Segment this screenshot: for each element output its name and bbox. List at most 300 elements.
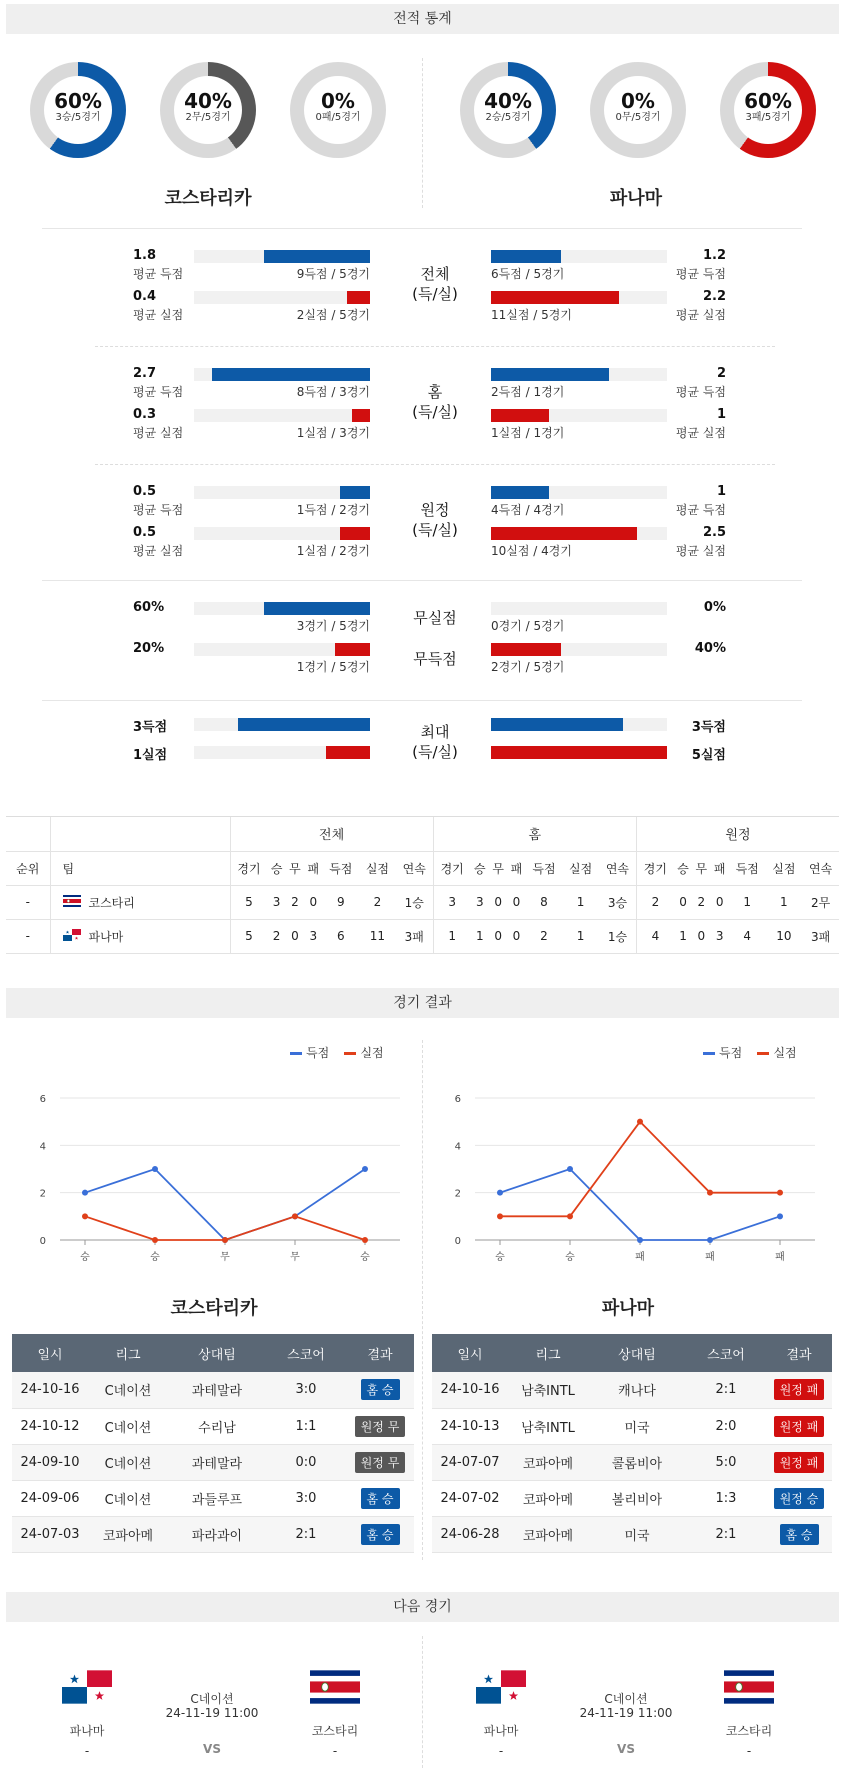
costa-rica-flag-icon (310, 1670, 360, 1704)
team-flag (63, 895, 81, 910)
results-score: 5:0 (686, 1444, 766, 1480)
results-row (432, 1444, 832, 1480)
next-home-score: - (498, 1744, 504, 1758)
y-tick-label: 2 (454, 1188, 461, 1200)
results-row (432, 1372, 832, 1408)
results-opp: 콜롬비아 (588, 1444, 686, 1480)
conceded-point (292, 1213, 298, 1219)
standings-cell: 4 (743, 929, 751, 943)
results-row (12, 1408, 414, 1444)
donut-percent: 0% (621, 89, 655, 113)
results-score: 3:0 (266, 1372, 346, 1408)
standings-cell: 0 (697, 929, 706, 943)
donut-center (44, 76, 112, 144)
x-tick-label: 승 (565, 1252, 575, 1263)
y-tick-label: 0 (454, 1236, 461, 1247)
stat-group-title (395, 264, 475, 304)
home-team-flag (476, 1670, 526, 1704)
conceded-line (500, 1122, 780, 1217)
standings-cell: 1승 (396, 885, 433, 919)
home-bar (340, 486, 370, 499)
donut-caption: 2승/5경기 (485, 112, 531, 123)
results-section-header: 경기 결과 (6, 988, 839, 1018)
standings-cell: 1 (679, 929, 687, 943)
donut-chart (460, 62, 556, 158)
next-home-team[interactable]: 파나마 (483, 1724, 519, 1738)
away-bar-caption: 4득점 / 4경기 (491, 503, 565, 517)
stat-group-name: 최대 (420, 723, 450, 741)
home-bar-caption: 1실점 / 2경기 (296, 544, 370, 558)
standings-col-header: 무 (695, 861, 708, 876)
home-stat-value: 60% (133, 600, 165, 615)
standings-col-header: 연속 (396, 851, 433, 885)
dashed-divider (95, 464, 775, 465)
y-tick-label: 2 (39, 1188, 46, 1200)
standings-cell: 0 (309, 895, 318, 909)
donut-caption: 3승/5경기 (55, 112, 101, 123)
away-bar-track (491, 746, 667, 759)
conceded-point (362, 1237, 368, 1243)
standings-col-header: 경기 (643, 861, 667, 876)
home-stat-value: 0.3 (133, 407, 157, 422)
donut-center (304, 76, 372, 144)
standings-col-header: 연속 (808, 861, 833, 876)
next-vs: VS (617, 1742, 635, 1756)
standings-cell: 2무 (810, 895, 831, 910)
away-bar-caption: 10실점 / 4경기 (491, 544, 572, 558)
legend-scored: 득점 (290, 1046, 329, 1060)
results-date: 24-10-16 (12, 1372, 88, 1408)
home-bar-caption: 1경기 / 5경기 (296, 660, 370, 674)
x-tick-label: 승 (150, 1252, 160, 1263)
away-bar (491, 368, 609, 381)
results-score: 1:3 (686, 1480, 766, 1516)
results-opp: 과테말라 (168, 1372, 266, 1408)
next-vs: VS (203, 1742, 221, 1756)
results-row (12, 1480, 414, 1516)
away-bar (491, 250, 561, 263)
standings-col-header: 실점 (365, 861, 390, 876)
standings-cell: 5 (245, 895, 253, 909)
stat-group-title (395, 500, 475, 540)
standings-cell: 1 (743, 895, 751, 909)
home-stat-value: 3득점 (133, 720, 168, 735)
conceded-point (567, 1213, 573, 1219)
next-away-team[interactable]: 코스타리 (311, 1724, 359, 1738)
team-name[interactable]: 파나마 (88, 929, 124, 944)
scored-point (777, 1213, 783, 1219)
standings-col-header: 경기 (237, 861, 261, 876)
home-stat-label: 평균 실점 (133, 308, 184, 322)
conceded-point (777, 1190, 783, 1196)
scored-line (85, 1169, 365, 1240)
results-league: 코파아메 (508, 1480, 588, 1516)
standings-col-header: 팀 (50, 851, 230, 885)
results-row (12, 1372, 414, 1408)
legend-right (703, 1044, 797, 1061)
results-league: C네이션 (88, 1408, 168, 1444)
standings-col-header: 득점 (329, 861, 353, 876)
away-team-name: 파나마 (609, 188, 663, 209)
home-bar (212, 368, 370, 381)
conceded-line (85, 1216, 365, 1240)
donut-chart (720, 62, 816, 158)
away-bar-track (491, 291, 667, 304)
y-tick-label: 0 (39, 1236, 46, 1247)
standings-cell: 11 (369, 929, 386, 943)
home-stat-value: 0.4 (133, 289, 157, 304)
away-stat-label: 평균 실점 (675, 544, 726, 558)
results-league: 남축INTL (508, 1372, 588, 1408)
home-stat-value: 0.5 (133, 484, 157, 499)
donut-chart (290, 62, 386, 158)
y-tick-label: 4 (454, 1141, 461, 1153)
results-result (766, 1444, 832, 1480)
result-badge: 홈 승 (361, 1488, 400, 1509)
results-opp: 과들루프 (168, 1480, 266, 1516)
result-badge: 홈 승 (361, 1524, 400, 1545)
standings-cell: 0 (512, 929, 521, 943)
stat-row-title: 무실점 (413, 609, 457, 627)
results-result (766, 1408, 832, 1444)
next-away-score: - (332, 1744, 338, 1758)
home-bar-caption: 1득점 / 2경기 (296, 503, 370, 517)
results-date: 24-07-03 (12, 1516, 88, 1552)
donut-caption: 3패/5경기 (745, 112, 791, 123)
away-stat-value: 2.2 (702, 289, 726, 304)
next-section-header: 다음 경기 (6, 1592, 839, 1622)
away-results-table (432, 1334, 832, 1553)
standings-group-header: 전체 (230, 817, 433, 851)
standings-cell: 1 (576, 895, 585, 909)
results-opp: 캐나다 (588, 1372, 686, 1408)
conceded-point (637, 1119, 643, 1125)
next-home-score: - (84, 1744, 90, 1758)
standings-cell: 3 (272, 895, 281, 909)
x-tick-label: 승 (360, 1252, 370, 1263)
results-score: 0:0 (266, 1444, 346, 1480)
standings-team (50, 919, 230, 953)
donut-center (734, 76, 802, 144)
standings-cell: 9 (336, 895, 345, 909)
away-results-title: 파나마 (601, 1298, 655, 1319)
donut-chart (30, 62, 126, 158)
standings-col-header: 실점 (569, 861, 593, 876)
standings-cell: 1 (448, 929, 456, 943)
away-stat-value: 2.5 (702, 525, 726, 540)
away-stat-value: 5실점 (691, 748, 726, 763)
results-league: 코파아메 (508, 1516, 588, 1552)
results-date: 24-09-06 (12, 1480, 88, 1516)
next-datetime: 24-11-19 11:00 (165, 1706, 259, 1720)
standings-team (50, 885, 230, 919)
away-bar-caption: 0경기 / 5경기 (491, 619, 565, 633)
away-stat-value: 1.2 (702, 248, 726, 263)
stat-group-name: 원정 (420, 501, 450, 519)
results-league: 남축INTL (508, 1408, 588, 1444)
standings-cell: 8 (540, 895, 548, 909)
standings-cell: 3 (448, 895, 456, 909)
results-result (766, 1516, 832, 1552)
home-bar-caption: 9득점 / 5경기 (296, 267, 370, 281)
results-result (346, 1480, 414, 1516)
away-bar-track (491, 250, 667, 263)
away-bar-track (491, 527, 667, 540)
stat-group-name: 홈 (427, 383, 443, 401)
home-bar-track (194, 368, 370, 381)
standings-cell: 1 (476, 929, 484, 943)
next-away-team[interactable]: 코스타리 (725, 1724, 773, 1738)
x-tick-label: 무 (220, 1252, 230, 1263)
standings-cell: 3 (309, 929, 318, 943)
home-bar (264, 602, 370, 615)
conceded-point (497, 1213, 503, 1219)
results-date: 24-10-13 (432, 1408, 508, 1444)
results-opp: 파라과이 (168, 1516, 266, 1552)
team-name[interactable]: 코스타리 (88, 895, 135, 910)
results-result (766, 1372, 832, 1408)
standings-col-header: 승 (270, 861, 283, 876)
x-tick-label: 패 (775, 1252, 785, 1263)
away-bar-track (491, 409, 667, 422)
team-divider (422, 58, 423, 208)
donut-center (474, 76, 542, 144)
stat-group-name: 전체 (420, 265, 450, 283)
standings-col-header: 순위 (6, 851, 50, 885)
stats-section-header: 전적 통계 (6, 4, 839, 34)
divider (42, 580, 802, 581)
results-date: 24-07-02 (432, 1480, 508, 1516)
scored-point (637, 1237, 643, 1243)
stat-group-sub: (득/실) (412, 403, 458, 421)
x-tick-label: 패 (635, 1252, 645, 1263)
scored-point (82, 1190, 88, 1196)
away-bar (491, 409, 549, 422)
away-stat-value: 3득점 (691, 720, 726, 735)
results-row (432, 1408, 832, 1444)
panama-flag-icon (63, 929, 81, 941)
scored-line (500, 1169, 780, 1240)
standings-group-row (6, 817, 839, 851)
home-bar (238, 718, 370, 731)
away-bar-track (491, 718, 667, 731)
donut-caption: 0패/5경기 (315, 112, 361, 123)
legend-conceded: 실점 (757, 1046, 796, 1060)
away-bar-track (491, 368, 667, 381)
standings-cell: 1 (576, 929, 585, 943)
results-league: C네이션 (88, 1480, 168, 1516)
standings-col-header: 무 (289, 861, 301, 876)
home-bar (352, 409, 370, 422)
conceded-point (152, 1237, 158, 1243)
legend-scored: 득점 (703, 1046, 742, 1060)
results-score: 2:0 (686, 1408, 766, 1444)
standings-header-row (6, 851, 839, 885)
scored-point (707, 1237, 713, 1243)
stat-group-title (395, 722, 475, 762)
standings-cell: 2 (272, 929, 281, 943)
standings-cell: 3패 (396, 919, 433, 953)
results-col-header: 일시 (12, 1334, 88, 1372)
standings-col-header: 경기 (440, 861, 464, 876)
y-tick-label: 6 (454, 1094, 461, 1105)
standings-table (6, 817, 839, 954)
home-bar-caption: 3경기 / 5경기 (296, 619, 370, 633)
away-bar (491, 746, 667, 759)
x-tick-label: 승 (80, 1252, 90, 1263)
result-badge: 홈 승 (780, 1524, 819, 1545)
home-bar-caption: 1실점 / 3경기 (296, 426, 370, 440)
away-stat-value: 1 (716, 407, 726, 422)
standings-cell: 2 (291, 895, 299, 909)
results-chart-away (445, 1090, 825, 1270)
x-tick-label: 패 (705, 1252, 715, 1263)
home-stat-label: 평균 득점 (133, 267, 184, 281)
results-col-header: 스코어 (266, 1334, 346, 1372)
standings-cell: 4 (651, 929, 660, 943)
divider (42, 700, 802, 701)
stat-group-sub: (득/실) (412, 285, 458, 303)
results-opp: 과테말라 (168, 1444, 266, 1480)
results-row (12, 1516, 414, 1552)
standings-cell: 0 (715, 895, 724, 909)
away-stat-value: 40% (694, 641, 726, 656)
home-bar (335, 643, 370, 656)
results-result (346, 1444, 414, 1480)
stat-row-title: 무득점 (413, 650, 457, 668)
results-opp: 미국 (588, 1408, 686, 1444)
home-stat-label: 평균 득점 (133, 503, 184, 517)
away-bar (491, 486, 549, 499)
home-bar (326, 746, 370, 759)
home-bar-caption: 8득점 / 3경기 (296, 385, 370, 399)
away-bar (491, 527, 637, 540)
away-bar-caption: 1실점 / 1경기 (491, 426, 565, 440)
standings-col-header: 패 (510, 861, 523, 876)
result-badge: 원정 패 (774, 1452, 825, 1473)
costa-rica-flag-icon (63, 895, 81, 907)
legend-left (290, 1044, 384, 1061)
home-stat-value: 0.5 (133, 525, 157, 540)
scored-point (152, 1166, 158, 1172)
results-date: 24-07-07 (432, 1444, 508, 1480)
home-team-flag (62, 1670, 112, 1704)
x-tick-label: 승 (495, 1252, 505, 1263)
results-col-header: 스코어 (686, 1334, 766, 1372)
standings-col-header: 득점 (532, 861, 556, 876)
results-league: C네이션 (88, 1444, 168, 1480)
next-datetime: 24-11-19 11:00 (579, 1706, 673, 1720)
home-bar-track (194, 409, 370, 422)
results-date: 24-06-28 (432, 1516, 508, 1552)
results-opp: 수리남 (168, 1408, 266, 1444)
home-bar-track (194, 718, 370, 731)
divider (42, 228, 802, 229)
results-league: 코파아메 (508, 1444, 588, 1480)
away-bar-caption: 6득점 / 5경기 (491, 267, 565, 281)
standings-cell: 1승 (599, 919, 636, 953)
conceded-point (222, 1237, 228, 1243)
results-chart-home (30, 1090, 410, 1270)
home-bar (264, 250, 370, 263)
away-stat-label: 평균 실점 (675, 426, 726, 440)
results-opp: 미국 (588, 1516, 686, 1552)
standings-cell: 0 (512, 895, 521, 909)
donut-chart (160, 62, 256, 158)
home-bar-track (194, 643, 370, 656)
home-bar-caption: 2실점 / 5경기 (296, 308, 370, 322)
results-header-row (432, 1334, 832, 1372)
x-tick-label: 무 (290, 1252, 300, 1263)
next-home-team[interactable]: 파나마 (69, 1724, 105, 1738)
standings-col-header: 승 (474, 861, 486, 876)
home-stat-label: 평균 실점 (133, 544, 184, 558)
scored-point (497, 1190, 503, 1196)
standings-cell: 3 (715, 929, 724, 943)
away-bar-track (491, 602, 667, 615)
donut-chart (590, 62, 686, 158)
away-bar-caption: 2경기 / 5경기 (491, 660, 565, 674)
standings-col-header: 승 (677, 861, 689, 876)
standings-cell: 0 (494, 895, 502, 909)
away-bar (491, 291, 619, 304)
results-league: C네이션 (88, 1372, 168, 1408)
results-score: 2:1 (266, 1516, 346, 1552)
home-bar-track (194, 486, 370, 499)
results-opp: 볼리비아 (588, 1480, 686, 1516)
away-stat-value: 1 (716, 484, 726, 499)
donut-center (604, 76, 672, 144)
donut-percent: 60% (54, 89, 102, 113)
results-score: 2:1 (686, 1372, 766, 1408)
standings-cell: 6 (336, 929, 345, 943)
results-league: 코파아메 (88, 1516, 168, 1552)
dashed-divider (95, 346, 775, 347)
standings-cell: 2 (651, 895, 660, 909)
team-flag (63, 929, 81, 944)
home-bar (347, 291, 370, 304)
standings-cell: 0 (291, 929, 299, 943)
standings-col-header: 득점 (735, 861, 759, 876)
standings-col-header: 연속 (599, 851, 636, 885)
home-stat-value: 1.8 (133, 248, 157, 263)
result-badge: 원정 승 (774, 1488, 825, 1509)
panama-flag-icon (476, 1670, 526, 1704)
standings-cell: 5 (245, 929, 253, 943)
results-row (12, 1444, 414, 1480)
standings-cell: 2 (697, 895, 706, 909)
results-col-header: 리그 (88, 1334, 168, 1372)
results-result (346, 1516, 414, 1552)
home-results-table (12, 1334, 414, 1553)
home-stat-value: 20% (133, 641, 165, 656)
home-stat-value: 1실점 (133, 748, 168, 763)
standings-col-header: 패 (307, 861, 320, 876)
results-col-header: 상대팀 (588, 1334, 686, 1372)
away-stat-value: 0% (703, 600, 726, 615)
away-bar-caption: 2득점 / 1경기 (491, 385, 565, 399)
result-badge: 원정 패 (774, 1379, 825, 1400)
results-header-row (12, 1334, 414, 1372)
stat-group-title (395, 382, 475, 422)
donut-caption: 0무/5경기 (615, 112, 661, 123)
away-stat-label: 평균 득점 (675, 267, 726, 281)
home-bar-track (194, 602, 370, 615)
results-divider (422, 1040, 423, 1560)
home-bar (340, 527, 370, 540)
standings-cell: 1 (780, 895, 788, 909)
away-bar (491, 718, 623, 731)
